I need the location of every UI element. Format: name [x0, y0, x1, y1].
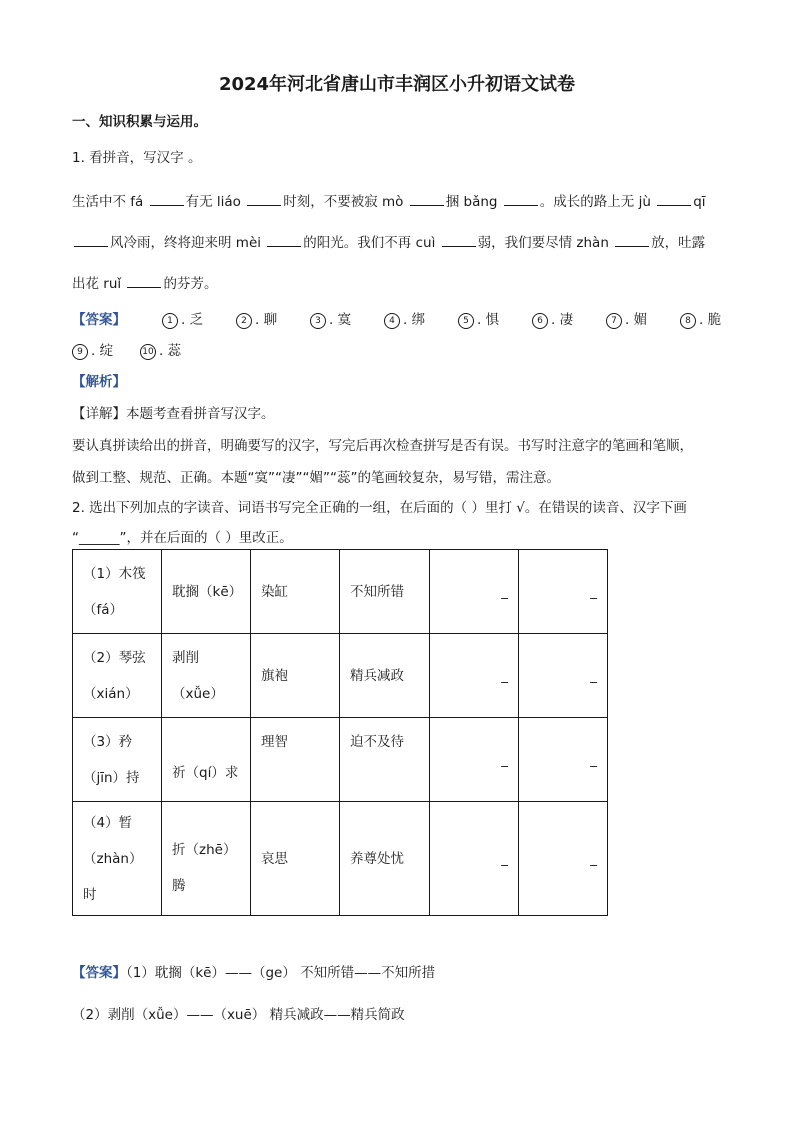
blank: [442, 234, 476, 247]
page-title: 2024年河北省唐山市丰润区小升初语文试卷: [218, 74, 576, 95]
table-cell: 染缸: [251, 550, 340, 634]
table-cell: 养尊处忧: [340, 802, 430, 916]
answer-item: 9 . 绽: [72, 339, 113, 360]
blank: [267, 234, 301, 247]
answer-item: 8 . 脆: [680, 308, 721, 329]
q2-answer-line-2: （2）剥削（xǚe）——（xuē） 精兵减政——精兵简政: [72, 1007, 405, 1023]
table-cell: （2）琴弦 （xián）: [73, 634, 162, 718]
answer-blank-cell[interactable]: _: [430, 718, 519, 802]
table-cell: 精兵减政: [340, 634, 430, 718]
table-cell: （1）木筏 （fá）: [73, 550, 162, 634]
answer-item: 3 . 寞: [310, 308, 351, 329]
section-heading: 一、知识积累与运用。: [72, 114, 207, 130]
answer-item: 5 . 惧: [458, 308, 499, 329]
table-cell: 理智: [251, 718, 340, 802]
detail-line: 【详解】本题考查看拼音写汉字。: [72, 406, 275, 422]
answer-item: 7 . 媚: [606, 308, 647, 329]
analysis-label: 【解析】: [72, 374, 126, 390]
blank: [247, 193, 281, 206]
answer-label: 【答案】: [72, 312, 126, 328]
answer-blank-cell[interactable]: _: [430, 550, 519, 634]
blank: [615, 234, 649, 247]
q2-table: [72, 549, 608, 916]
q2-prompt-1: 2. 选出下列加点的字读音、词语书写完全正确的一组，在后面的（ ）里打 √。在错误的读音、汉字下画: [72, 500, 687, 516]
blank: [127, 275, 161, 288]
explain-line-2: 做到工整、规范、正确。本题“寞”“凄”“媚”“蕊”的笔画较复杂，易写错，需注意。: [72, 470, 560, 486]
answer-blank-cell[interactable]: _: [519, 718, 608, 802]
table-cell: 迫不及待: [340, 718, 430, 802]
table-cell: 折（zhē） 腾: [162, 802, 251, 916]
q2-prompt-2: “______”，并在后面的（ ）里改正。: [72, 530, 293, 546]
answer-item: 6 . 凄: [532, 308, 573, 329]
q1-line-3: 出花 ruǐ 的芬芳。: [72, 276, 218, 292]
table-cell: 剥削 （xǚe）: [162, 634, 251, 718]
answer-item: 1 . 乏: [162, 308, 203, 329]
answer-blank-cell[interactable]: _: [519, 802, 608, 916]
blank: [657, 193, 691, 206]
answer-blank-cell[interactable]: _: [430, 802, 519, 916]
answer-item: 2 . 聊: [236, 308, 277, 329]
table-row: [73, 718, 608, 802]
blank: [150, 193, 184, 206]
q2-answer-line-1: 【答案】（1）耽搁（kē）——（ge） 不知所错——不知所措: [72, 965, 436, 981]
table-row: [73, 550, 608, 634]
blank: [74, 234, 108, 247]
table-cell: 旗袍: [251, 634, 340, 718]
explain-line-1: 要认真拼读给出的拼音，明确要写的汉字，写完后再次检查拼写是否有误。书写时注意字的笔画和笔顺，: [72, 438, 693, 454]
table-cell: （3）矜 （jīn）持: [73, 718, 162, 802]
answer-blank-cell[interactable]: _: [430, 634, 519, 718]
answer-blank-cell[interactable]: _: [519, 550, 608, 634]
table-row: [73, 634, 608, 718]
q1-line-2: 风冷雨，终将迎来明 mèi 的阳光。我们不再 cuì 弱，我们要尽情 zhàn 放，吐露: [72, 231, 705, 251]
table-cell: （4）暂 （zhàn） 时: [73, 802, 162, 916]
answer-item: 4 . 绑: [384, 308, 425, 329]
q1-prompt: 1. 看拼音，写汉字 。: [72, 150, 202, 166]
table-cell: 不知所错: [340, 550, 430, 634]
table-cell: 祈（qí）求: [162, 718, 251, 802]
answer-item: 10 . 蕊: [140, 339, 181, 360]
table-cell: 耽搁（kē）: [162, 550, 251, 634]
answer-blank-cell[interactable]: _: [519, 634, 608, 718]
table-cell: 哀思: [251, 802, 340, 916]
blank: [504, 193, 538, 206]
q1-line-1: 生活中不 fá 有无 liáo 时刻，不要被寂 mò 捆 bǎng 。成长的路上无 jù qī: [72, 194, 706, 210]
table-row: [73, 802, 608, 916]
blank: [410, 193, 444, 206]
